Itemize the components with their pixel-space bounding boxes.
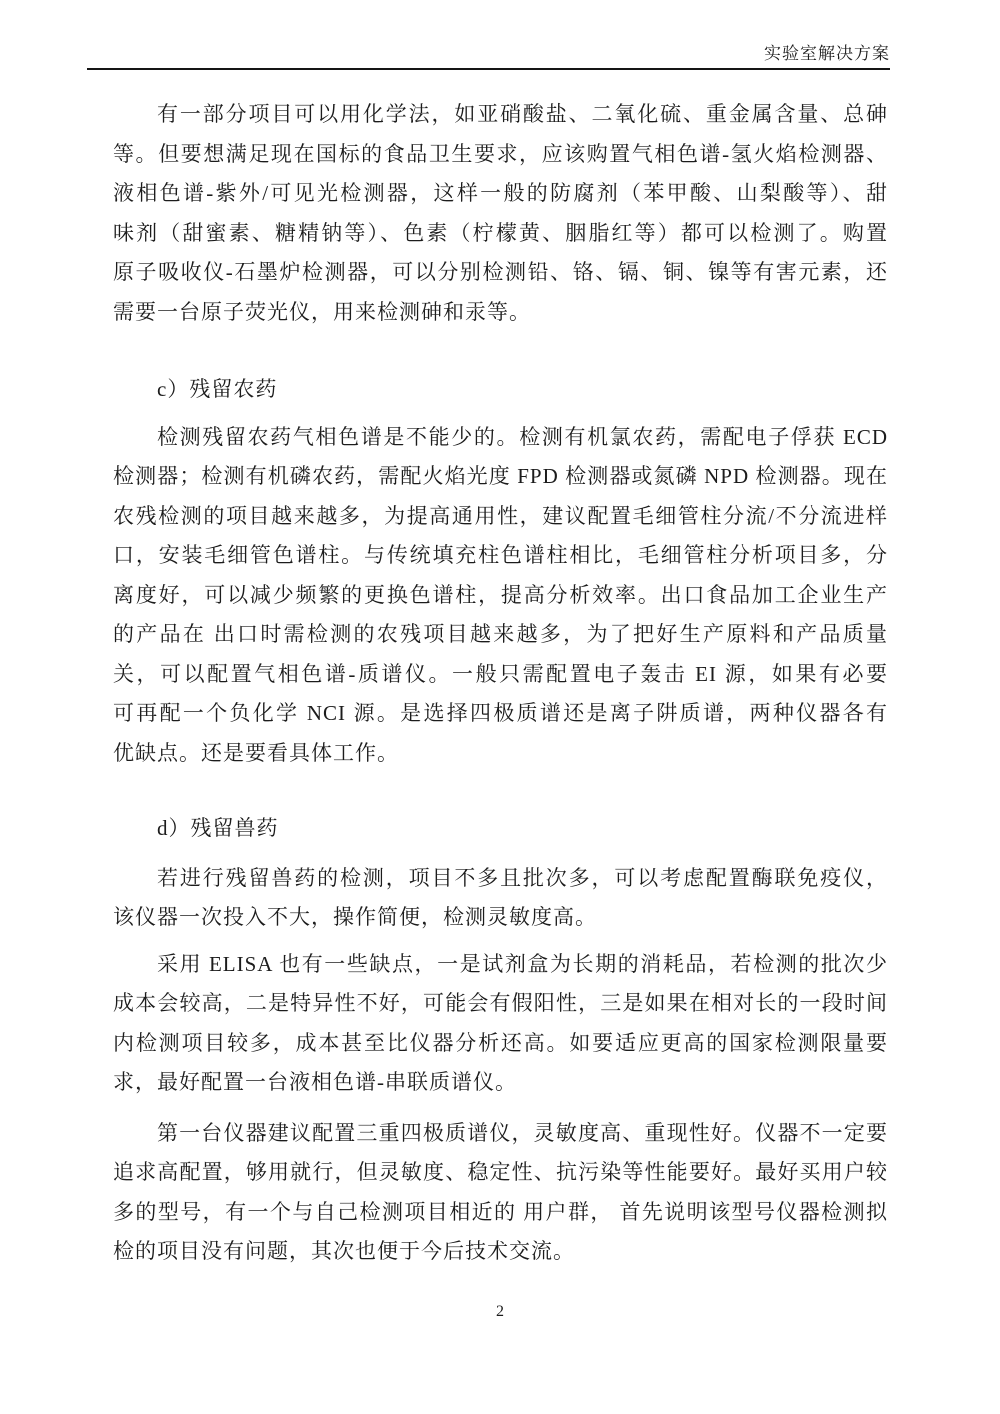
body-line: 采用 ELISA 也有一些缺点，一是试剂盒为长期的消耗品，若检测的批次少 [157, 951, 888, 976]
paragraph-chemical-methods [113, 95, 888, 332]
paragraph-veterinary-elisa [113, 859, 888, 938]
document-body [113, 72, 888, 1272]
page-footer [0, 1303, 1000, 1321]
body-line: 多的型号，有一个与自己检测项目相近的 用户群， 首先说明该型号仪器检测拟 [113, 1199, 888, 1224]
page-number: 2 [496, 1303, 504, 1320]
body-line: 求，最好配置一台液相色谱-串联质谱仪。 [113, 1070, 517, 1094]
body-line: 的产品在 出口时需检测的农残项目越来越多，为了把好生产原料和产品质量 [113, 622, 888, 646]
section-heading-c-pesticide-residue: c）残留农药 [157, 377, 278, 401]
body-line: 关，可以配置气相色谱-质谱仪。一般只需配置电子轰击 EI 源，如果有必要 [113, 661, 888, 686]
paragraph-pesticide-residue [113, 418, 888, 774]
body-line: 需要一台原子荧光仪，用来检测砷和汞等。 [113, 299, 531, 324]
body-line: 优缺点。还是要看具体工作。 [113, 740, 399, 765]
body-line: 等。但要想满足现在国标的食品卫生要求，应该购置气相色谱-氢火焰检测器、 [113, 141, 888, 166]
body-line: 追求高配置，够用就行，但灵敏度、稳定性、抗污染等性能要好。最好买用户较 [113, 1160, 888, 1184]
header-rule [87, 68, 890, 70]
body-line: 味剂（甜蜜素、糖精钠等）、色素（柠檬黄、胭脂红等）都可以检测了。购置 [113, 220, 888, 245]
body-line: 成本会较高，二是特异性不好，可能会有假阳性，三是如果在相对长的一段时间 [113, 991, 888, 1015]
body-line: 农残检测的项目越来越多，为提高通用性，建议配置毛细管柱分流/不分流进样 [113, 503, 888, 528]
body-line: 原子吸收仪-石墨炉检测器，可以分别检测铅、铬、镉、铜、镍等有害元素，还 [113, 260, 888, 284]
page-header [87, 44, 890, 70]
section-heading-d-veterinary-residue: d）残留兽药 [157, 816, 279, 840]
body-line: 该仪器一次投入不大，操作简便，检测灵敏度高。 [113, 905, 597, 929]
paragraph-elisa-drawbacks [113, 945, 888, 1103]
body-line: 液相色谱-紫外/可见光检测器，这样一般的防腐剂（苯甲酸、山梨酸等）、甜 [113, 181, 888, 205]
body-line: 若进行残留兽药的检测，项目不多且批次多，可以考虑配置酶联免疫仪， [157, 865, 888, 890]
body-line: 检测器；检测有机磷农药，需配火焰光度 FPD 检测器或氮磷 NPD 检测器。现在 [113, 464, 888, 488]
body-line: 有一部分项目可以用化学法，如亚硝酸盐、二氧化硫、重金属含量、总砷 [157, 102, 888, 126]
body-line: 第一台仪器建议配置三重四极质谱仪，灵敏度高、重现性好。仪器不一定要 [157, 1120, 888, 1145]
body-line: 检测残留农药气相色谱是不能少的。检测有机氯农药，需配电子俘获 ECD [157, 424, 888, 449]
paragraph-instrument-recommendation [113, 1114, 888, 1272]
body-line: 离度好，可以减少频繁的更换色谱柱，提高分析效率。出口食品加工企业生产 [113, 582, 888, 607]
header-title: 实验室解决方案 [764, 44, 890, 63]
body-line: 可再配一个负化学 NCI 源。是选择四极质谱还是离子阱质谱，两种仪器各有 [113, 701, 888, 725]
body-line: 内检测项目较多，成本甚至比仪器分析还高。如要适应更高的国家检测限量要 [113, 1030, 888, 1055]
body-line: 口，安装毛细管色谱柱。与传统填充柱色谱柱相比，毛细管柱分析项目多，分 [113, 543, 888, 567]
body-line: 检的项目没有问题，其次也便于今后技术交流。 [113, 1239, 575, 1263]
